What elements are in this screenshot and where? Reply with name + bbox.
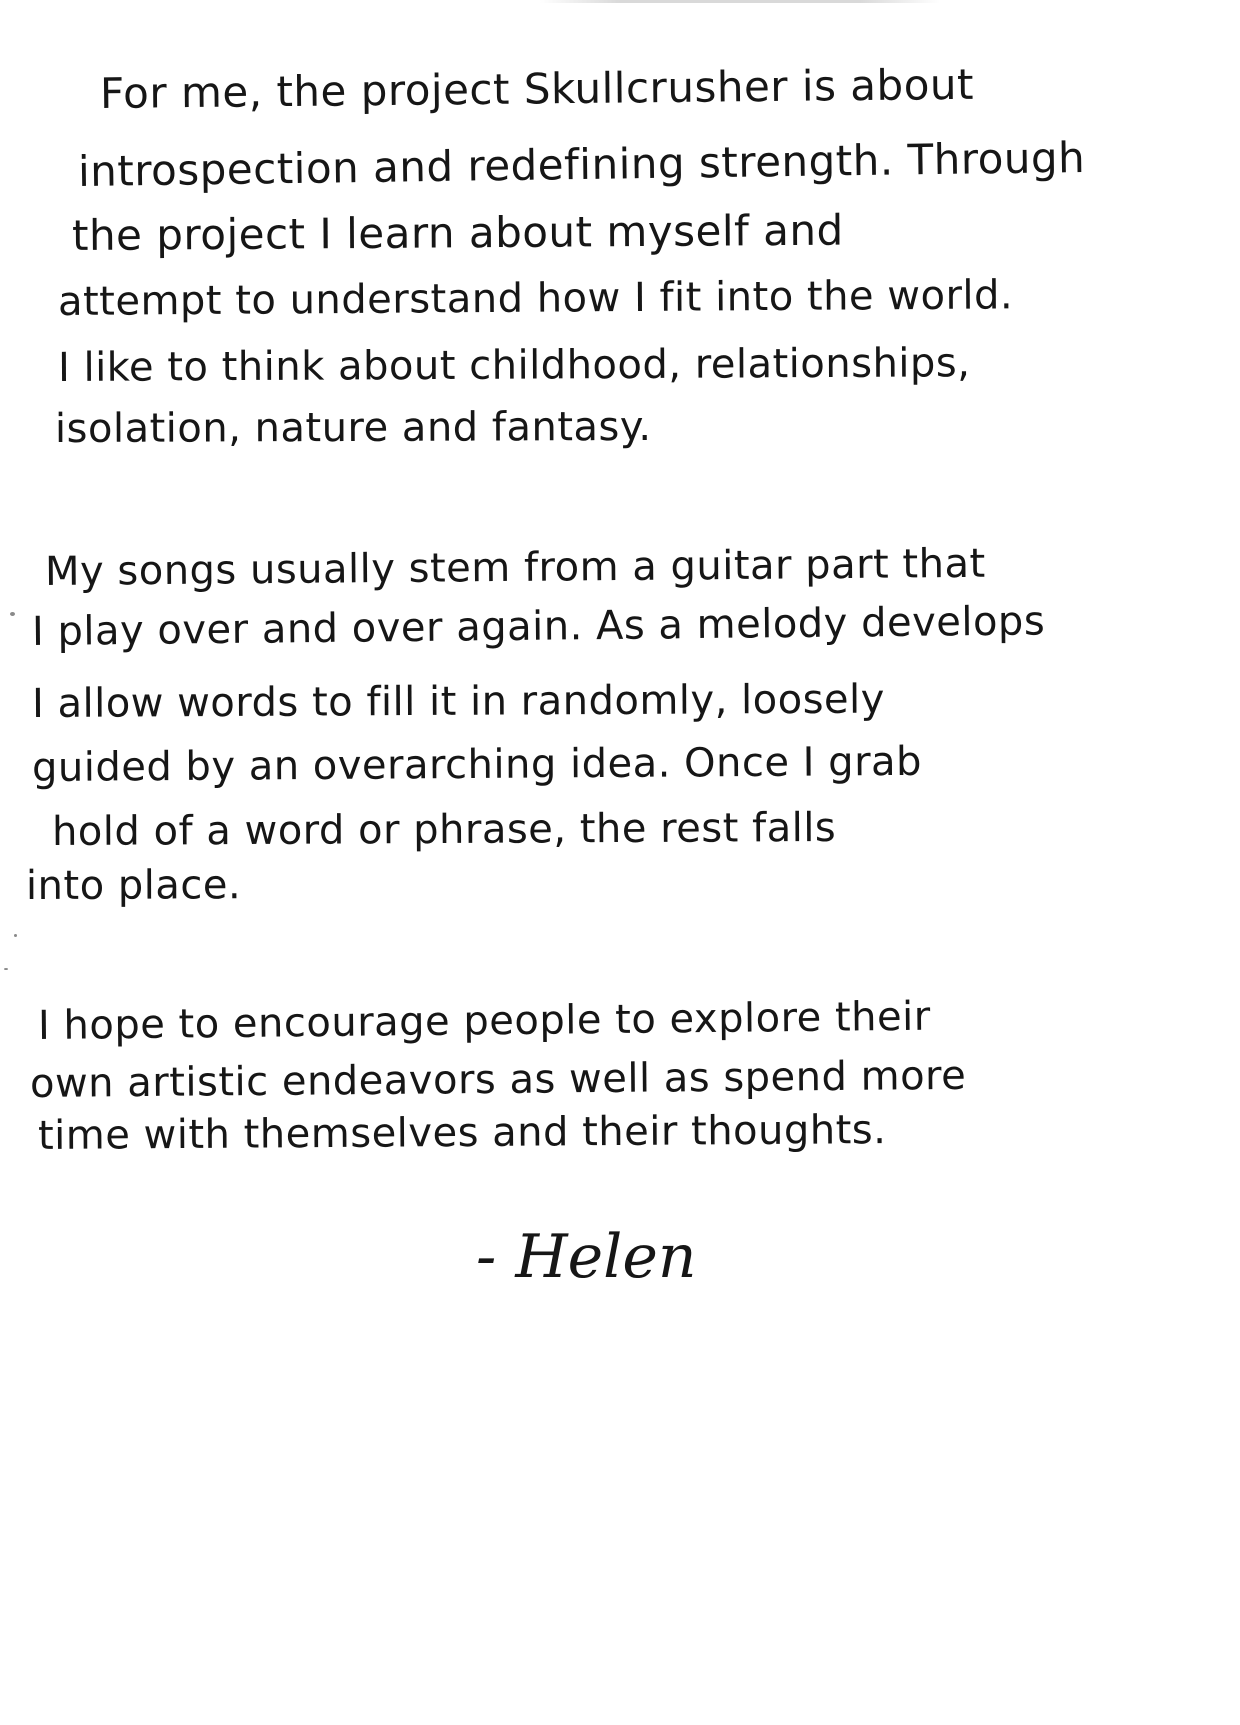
- paragraph-2-line-6: into place.: [25, 862, 242, 909]
- signature: - Helen: [476, 1222, 697, 1292]
- paragraph-2-line-4: guided by an overarching idea. Once I grab: [31, 738, 923, 791]
- scan-speck: [14, 934, 17, 937]
- paragraph-3-line-1: I hope to encourage people to explore their: [37, 993, 931, 1049]
- paragraph-1-line-1: For me, the project Skullcrusher is about: [99, 59, 975, 118]
- scan-speck: [4, 968, 8, 970]
- paragraph-1-line-6: isolation, nature and fantasy.: [54, 403, 652, 452]
- paragraph-3-line-2: own artistic endeavors as well as spend more: [29, 1052, 967, 1107]
- paragraph-1-line-2: introspection and redefining strength. Through: [77, 132, 1086, 196]
- paragraph-2-line-2: I play over and over again. As a melody develops: [31, 598, 1046, 655]
- paragraph-1-line-5: I like to think about childhood, relationships,: [57, 340, 971, 391]
- paragraph-2-line-5: hold of a word or phrase, the rest falls: [51, 804, 837, 855]
- scan-speck: [10, 612, 15, 616]
- paragraph-1-line-4: attempt to understand how I fit into the world.: [57, 272, 1014, 325]
- paragraph-2-line-3: I allow words to fill it in randomly, loosely: [31, 676, 885, 727]
- paragraph-3-line-3: time with themselves and their thoughts.: [37, 1107, 887, 1159]
- paragraph-2-line-1: My songs usually stem from a guitar part that: [44, 540, 986, 595]
- paragraph-1-line-3: the project I learn about myself and: [71, 205, 844, 260]
